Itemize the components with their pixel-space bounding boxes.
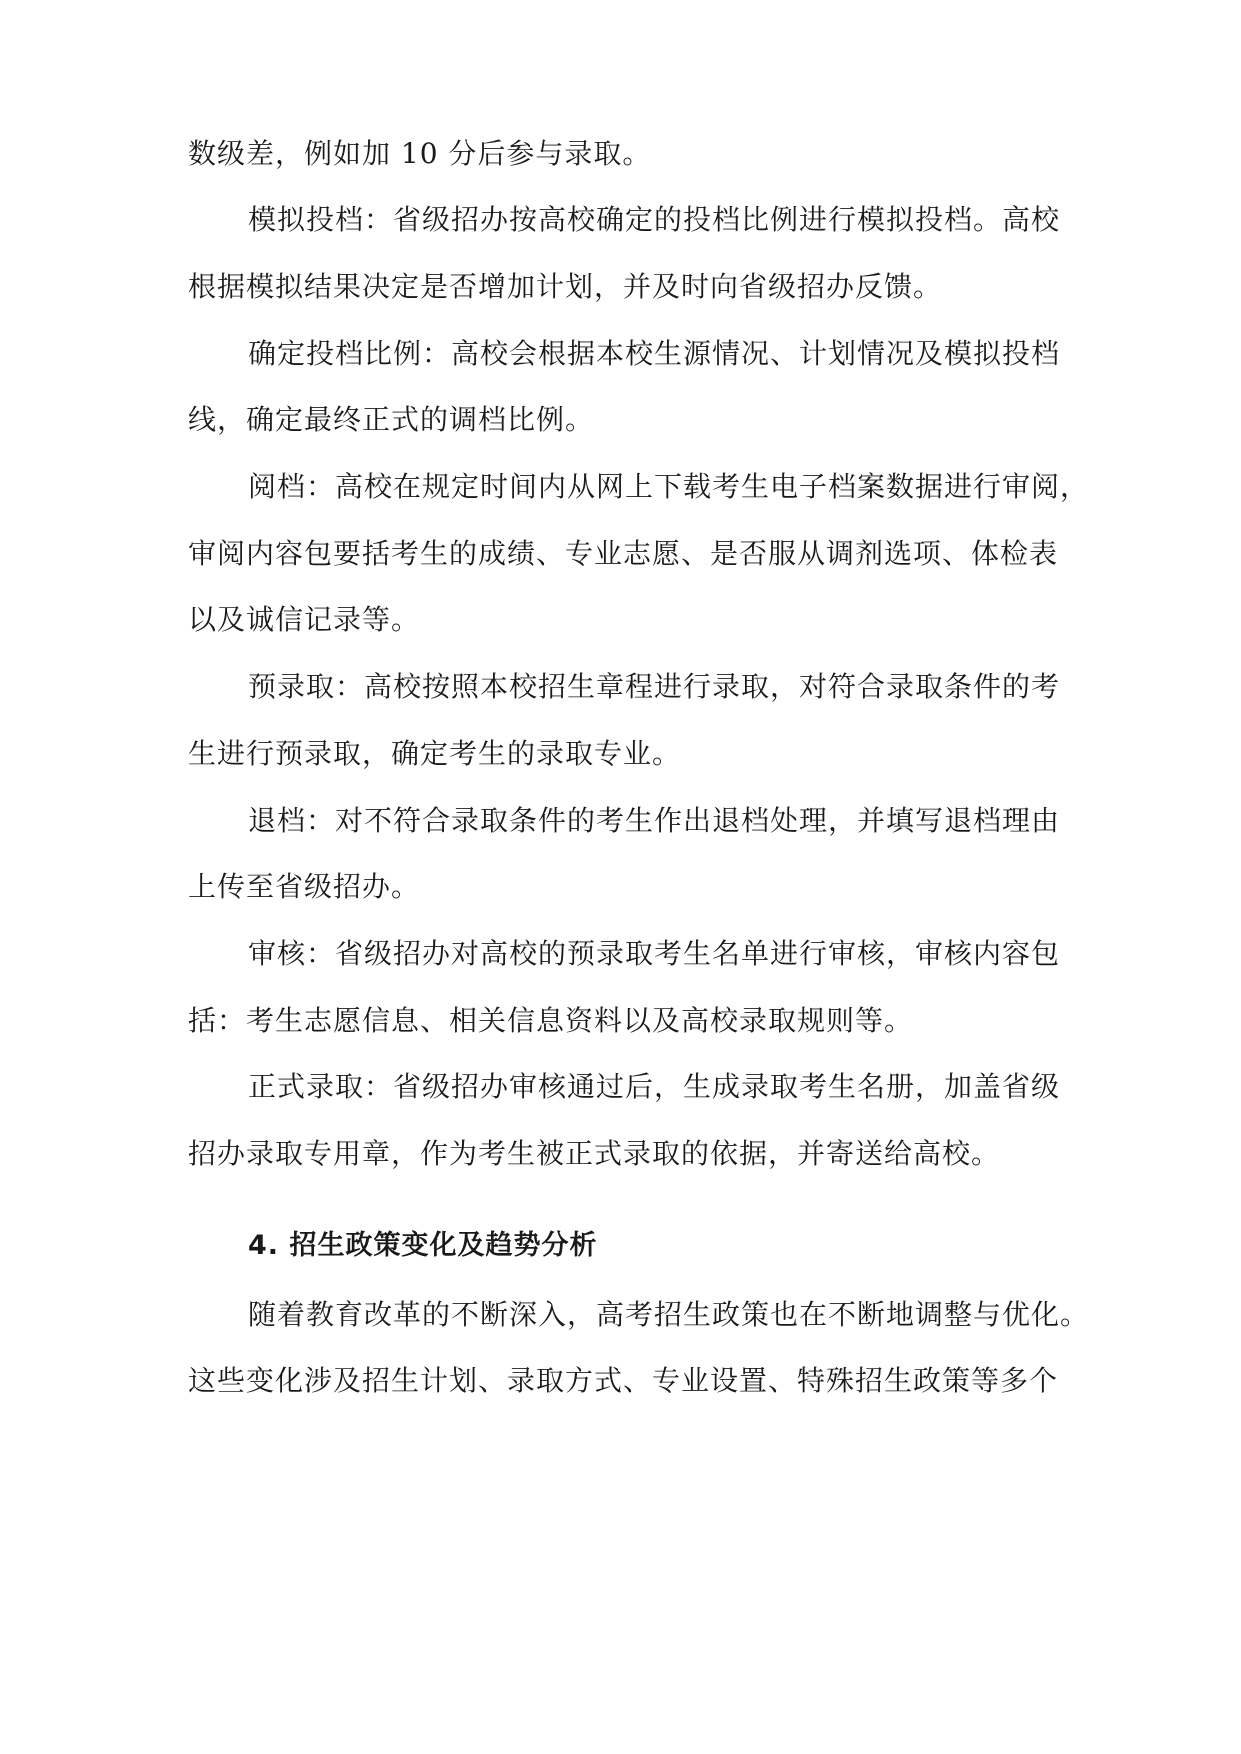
paragraph-line: 阅档：高校在规定时间内从网上下载考生电子档案数据进行审阅， [248, 470, 1090, 503]
paragraph-line: 根据模拟结果决定是否增加计划，并及时向省级招办反馈。 [188, 270, 943, 303]
section-heading: 4. 招生政策变化及趋势分析 [248, 1230, 598, 1261]
paragraph-line: 数级差，例如加 10 分后参与录取。 [188, 137, 652, 170]
paragraph-line: 以及诚信记录等。 [188, 603, 421, 636]
paragraph-line: 确定投档比例：高校会根据本校生源情况、计划情况及模拟投档 [248, 337, 1061, 370]
paragraph-line: 招办录取专用章，作为考生被正式录取的依据，并寄送给高校。 [188, 1137, 1001, 1170]
paragraph-line: 括：考生志愿信息、相关信息资料以及高校录取规则等。 [188, 1004, 914, 1037]
paragraph-line: 正式录取：省级招办审核通过后，生成录取考生名册，加盖省级 [248, 1070, 1061, 1103]
paragraph-line: 退档：对不符合录取条件的考生作出退档处理，并填写退档理由 [248, 804, 1061, 837]
paragraph-line: 随着教育改革的不断深入，高考招生政策也在不断地调整与优化。 [248, 1298, 1090, 1331]
paragraph-line: 上传至省级招办。 [188, 870, 421, 903]
paragraph-line: 审核：省级招办对高校的预录取考生名单进行审核，审核内容包 [248, 937, 1061, 970]
paragraph-line: 审阅内容包要括考生的成绩、专业志愿、是否服从调剂选项、体检表 [188, 537, 1059, 570]
paragraph-line: 这些变化涉及招生计划、录取方式、专业设置、特殊招生政策等多个 [188, 1364, 1059, 1397]
paragraph-line: 线，确定最终正式的调档比例。 [188, 403, 595, 436]
paragraph-line: 预录取：高校按照本校招生章程进行录取，对符合录取条件的考 [248, 670, 1061, 703]
paragraph-line: 模拟投档：省级招办按高校确定的投档比例进行模拟投档。高校 [248, 203, 1061, 236]
paragraph-line: 生进行预录取，确定考生的录取专业。 [188, 737, 682, 770]
